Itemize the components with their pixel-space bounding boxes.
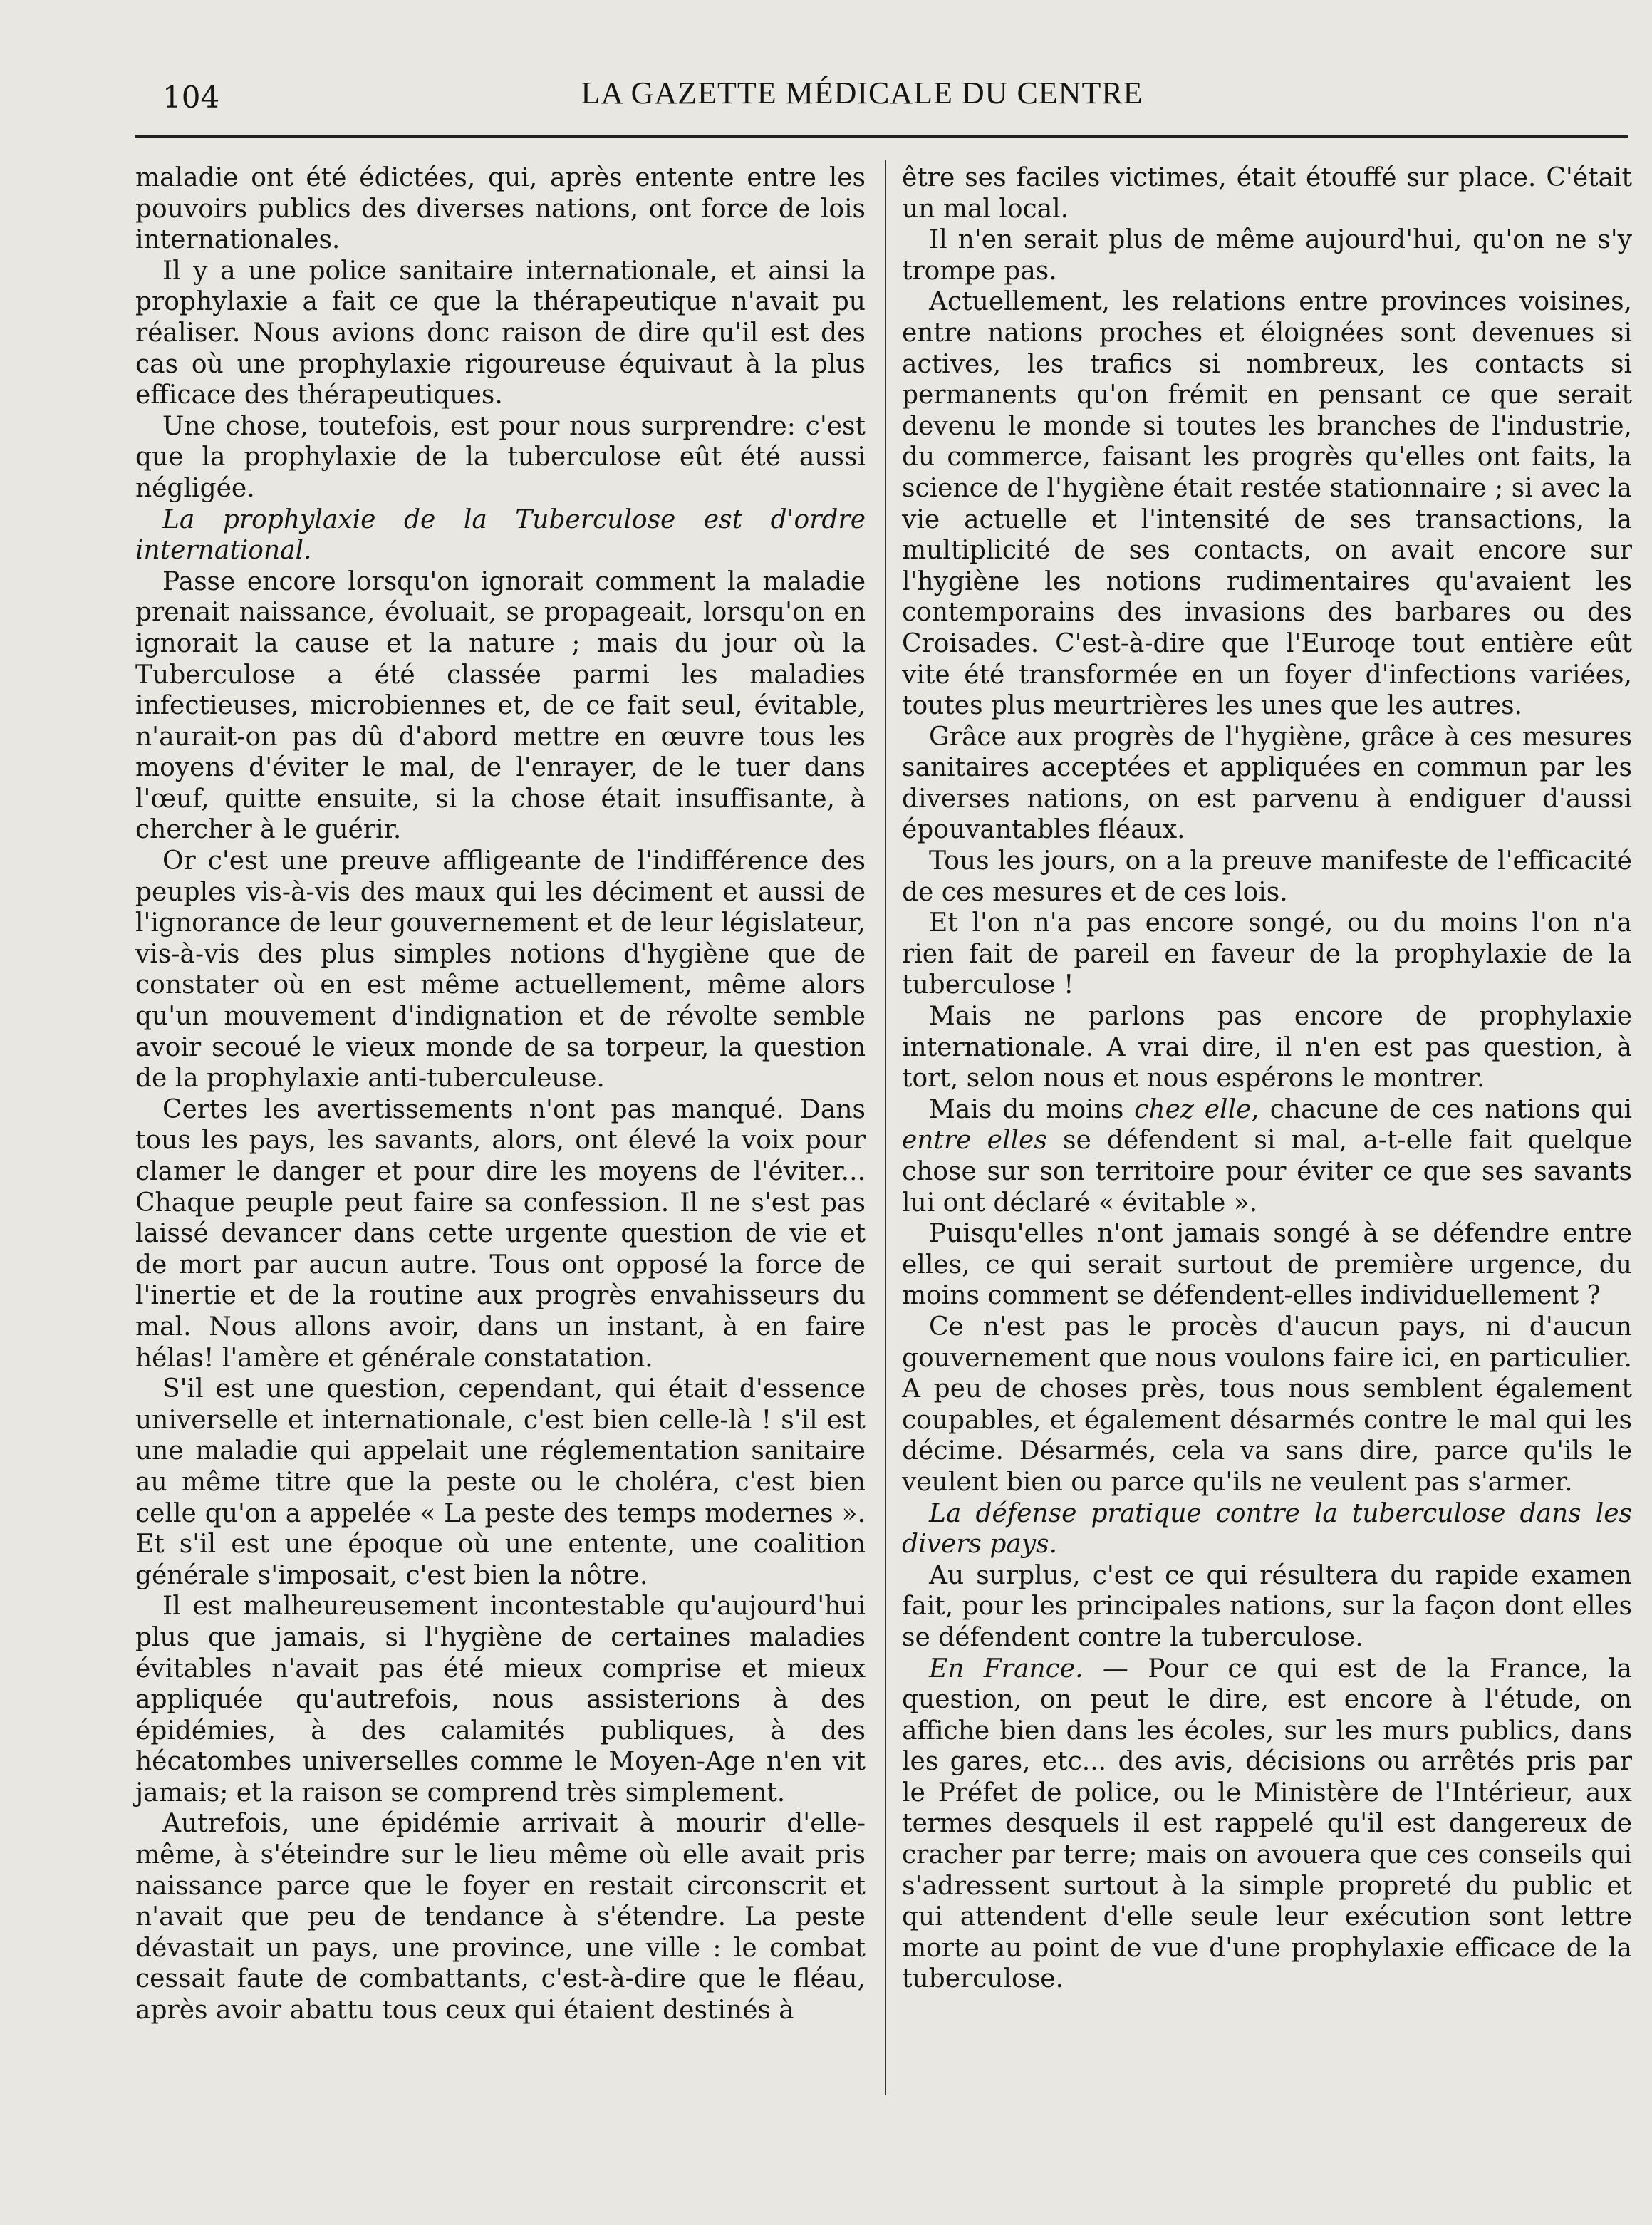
paragraph: Puisqu'elles n'ont jamais songé à se défendre entre elles, ce qui serait surtout de première urgence, du moins comment se défendent-elles individuellement ?: [902, 1219, 1632, 1311]
paragraph: Mais ne parlons pas encore de prophylaxie internationale. A vrai dire, il n'en est pas question, à tort, selon nous et nous espérons le montrer.: [902, 1002, 1632, 1094]
paragraph: [902, 1654, 1632, 1996]
paragraph: Et l'on n'a pas encore songé, ou du moins l'on n'a rien fait de pareil en faveur de la prophylaxie de la tuberculose !: [902, 908, 1632, 1000]
paragraph: Il n'en serait plus de même aujourd'hui, qu'on ne s'y trompe pas.: [902, 225, 1632, 286]
section-heading: La prophylaxie de la Tuberculose est d'ordre international.: [135, 504, 866, 566]
journal-title: LA GAZETTE MÉDICALE DU CENTRE: [581, 76, 1143, 110]
section-heading: La défense pratique contre la tuberculose dans les divers pays.: [902, 1498, 1632, 1560]
paragraph: maladie ont été édictées, qui, après entente entre les pouvoirs publics des diverses nations, ont force de lois internationales.: [135, 163, 866, 255]
paragraph: Grâce aux progrès de l'hygiène, grâce à ces mesures sanitaires acceptées et appliquées en commun par les diverses nations, on est parvenu à endiguer d'aussi épouvantables fléaux.: [902, 722, 1632, 845]
right-column: [902, 162, 1632, 1995]
paragraph: Une chose, toutefois, est pour nous surprendre: c'est que la prophylaxie de la tuberculose eût été aussi négligée.: [135, 411, 866, 503]
emphasis: chez elle: [1134, 1094, 1252, 1124]
text-run: , chacune de ces nations qui: [1251, 1094, 1633, 1124]
text-run: se défendent si mal, a-t-elle fait quelque chose sur son territoire pour éviter ce que ses savants lui ont déclaré « évitable ».: [902, 1126, 1632, 1218]
column-divider: [885, 160, 886, 2095]
paragraph: être ses faciles victimes, était étouffé sur place. C'était un mal local.: [902, 163, 1632, 224]
paragraph: Actuellement, les relations entre provinces voisines, entre nations proches et éloignées sont devenues si actives, les trafics si nombreux, les contacts si permanents qu'on frémit en pensant ce que serait devenu le monde si toutes les branches de l'industrie, du commerce, faisant les progrès qu'elles ont faits, la science de l'hygiène était restée stationnaire ; si avec la vie actuelle et l'intensité de ses transactions, la multiplicité de ses contacts, on avait encore sur l'hygiène les notions rudimentaires qu'avaient les contemporains des invasions des barbares ou des Croisades. C'est-à-dire que l'Euroqe tout entière eût vite été transformée en un foyer d'infections variées, toutes plus meurtrières les unes que les autres.: [902, 287, 1632, 721]
subsection-label: En France.: [929, 1654, 1084, 1684]
emphasis: entre elles: [902, 1126, 1047, 1156]
paragraph: Certes les avertissements n'ont pas manqué. Dans tous les pays, les savants, alors, ont élevé la voix pour clamer le danger et pour dire les moyens de l'éviter... Chaque peuple peut faire sa confession. Il ne s'est pas laissé devancer dans cette urgente question de vie et de mort par aucun autre. Tous ont opposé la force de l'inertie et de la routine aux progrès envahisseurs du mal. Nous allons avoir, dans un instant, à en faire hélas! l'amère et générale constatation.: [135, 1094, 866, 1373]
paragraph: Tous les jours, on a la preuve manifeste de l'efficacité de ces mesures et de ces lois.: [902, 846, 1632, 907]
paragraph: [902, 1094, 1632, 1218]
paragraph: Au surplus, c'est ce qui résultera du rapide examen fait, pour les principales nations, sur la façon dont elles se défendent contre la tuberculose.: [902, 1560, 1632, 1652]
paragraph: Passe encore lorsqu'on ignorait comment la maladie prenait naissance, évoluait, se propageait, lorsqu'on en ignorait la cause et la nature ; mais du jour où la Tuberculose a été classée parmi les maladies infectieuses, microbiennes et, de ce fait seul, évitable, n'aurait-on pas dû d'abord mettre en œuvre tous les moyens d'éviter le mal, de l'enrayer, de le tuer dans l'œuf, quitte ensuite, si la chose était insuffisante, à chercher à le guérir.: [135, 566, 866, 845]
paragraph: Ce n'est pas le procès d'aucun pays, ni d'aucun gouvernement que nous voulons faire ici, en particulier. A peu de choses près, tous nous semblent également coupables, et également désarmés contre le mal qui les décime. Désarmés, cela va sans dire, parce qu'ils le veulent bien ou parce qu'ils ne veulent pas s'armer.: [902, 1312, 1632, 1497]
left-column: [135, 162, 866, 2026]
text-run: Mais du moins: [929, 1094, 1135, 1124]
header-rule: [135, 135, 1628, 138]
paragraph: Il y a une police sanitaire internationale, et ainsi la prophylaxie a fait ce que la thérapeutique n'avait pu réaliser. Nous avions donc raison de dire qu'il est des cas où une prophylaxie rigoureuse équivaut à la plus efficace des thérapeutiques.: [135, 256, 866, 410]
paragraph: S'il est une question, cependant, qui était d'essence universelle et internationale, c'est bien celle-là ! s'il est une maladie qui appelait une réglementation sanitaire au même titre que la peste ou le choléra, c'est bien celle qu'on a appelée « La peste des temps modernes ». Et s'il est une époque où une entente, une coalition générale s'imposait, c'est bien la nôtre.: [135, 1374, 866, 1590]
paragraph: Or c'est une preuve affligeante de l'indifférence des peuples vis-à-vis des maux qui les déciment et aussi de l'ignorance de leur gouvernement et de leur législateur, vis-à-vis des plus simples notions d'hygiène que de constater où en est même actuellement, même alors qu'un mouvement d'indignation et de révolte semble avoir secoué le vieux monde de sa torpeur, la question de la prophylaxie anti-tuberculeuse.: [135, 846, 866, 1094]
text-run: — Pour ce qui est de la France, la question, on peut le dire, est encore à l'étude, on affiche bien dans les écoles, sur les murs publics, dans les gares, etc... des avis, décisions ou arrêtés pris par le Préfet de police, ou le Ministère de l'Intérieur, aux termes desquels il est rappelé qu'il est dangereux de cracher par terre; mais on avouera que ces conseils qui s'adressent surtout à la simple propreté du public et qui attendent d'elle seule leur exécution sont lettre morte au point de vue d'une prophylaxie efficace de la tuberculose.: [902, 1654, 1633, 1994]
page-number: 104: [162, 80, 220, 115]
paragraph: Autrefois, une épidémie arrivait à mourir d'elle-même, à s'éteindre sur le lieu même où elle avait pris naissance parce que le foyer en restait circonscrit et n'avait que peu de tendance à s'étendre. La peste dévastait un pays, une province, une ville : le combat cessait faute de combattants, c'est-à-dire que le fléau, après avoir abattu tous ceux qui étaient destinés à: [135, 1809, 866, 2026]
paragraph: Il est malheureusement incontestable qu'aujourd'hui plus que jamais, si l'hygiène de certaines maladies évitables n'avait pas été mieux comprise et mieux appliquée qu'autrefois, nous assisterions à des épidémies, à des calamités publiques, à des hécatombes universelles comme le Moyen-Age n'en vit jamais; et la raison se comprend très simplement.: [135, 1592, 866, 1808]
